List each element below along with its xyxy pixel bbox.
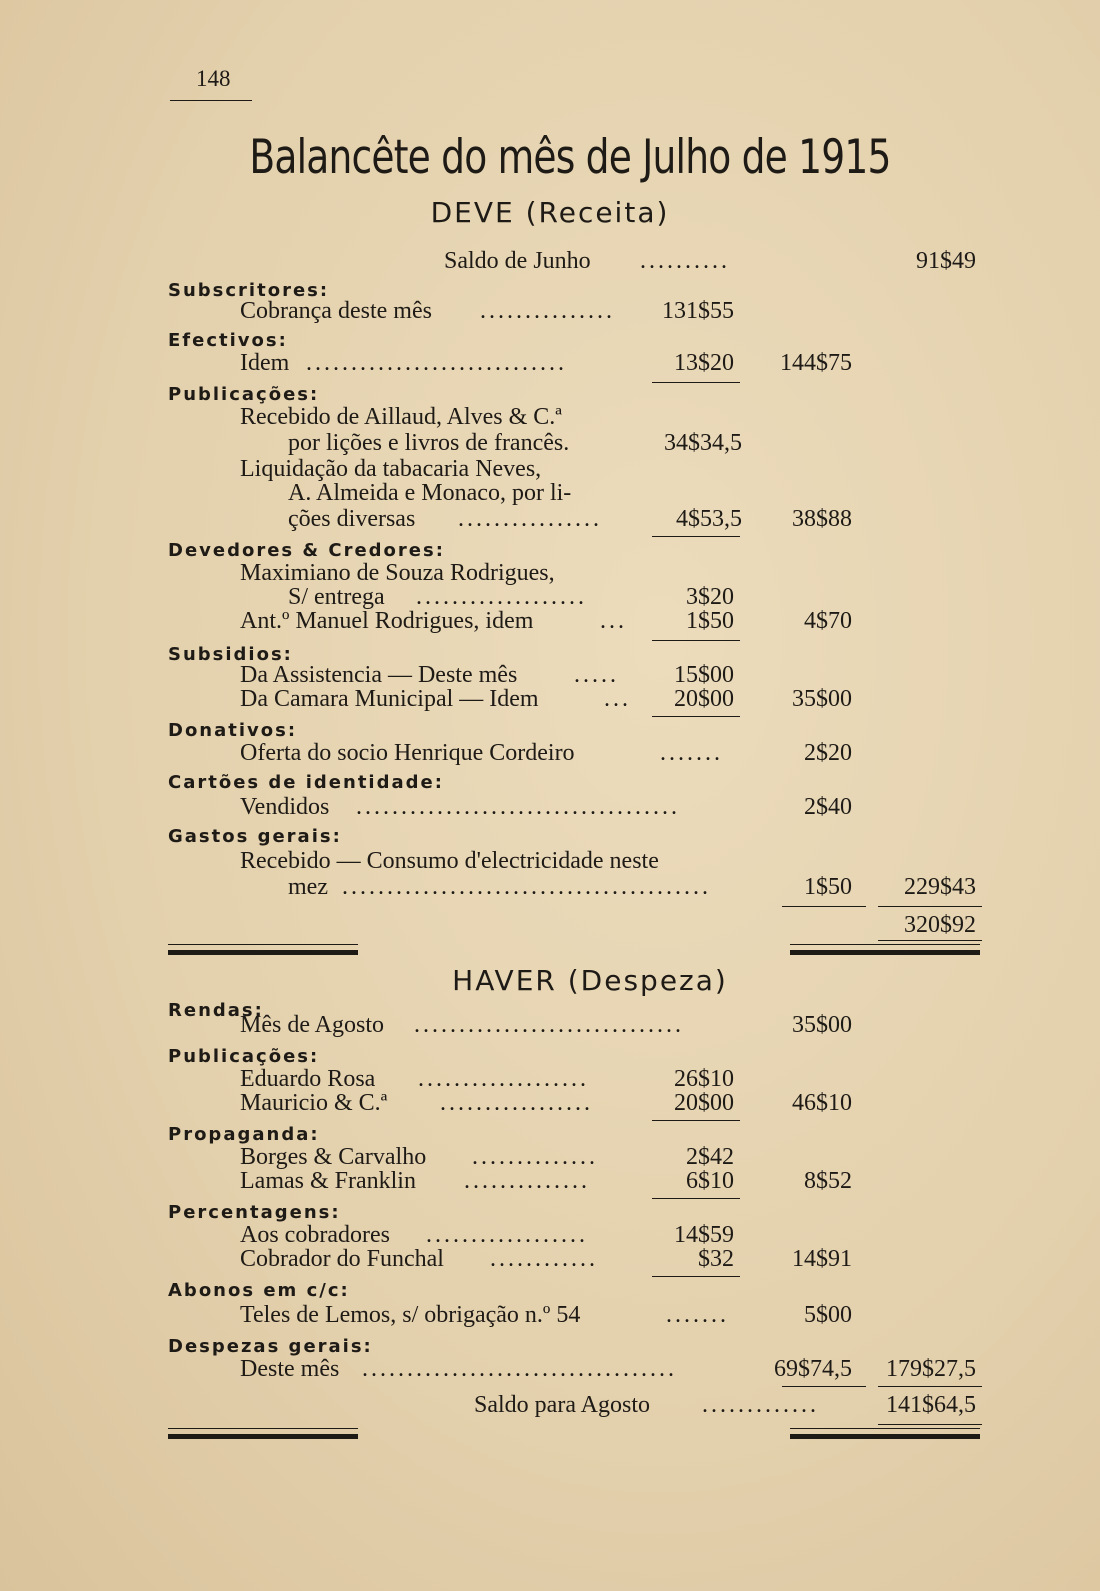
publicacoes-text2: por lições e livros de francês. <box>288 430 570 456</box>
category-publicacoes: Publicações: <box>168 384 320 405</box>
closing-rule-right-thick <box>790 950 980 955</box>
devedores-subtotal: 4$70 <box>804 608 852 634</box>
subtotal-rule <box>782 906 866 907</box>
rendas-subtotal: 35$00 <box>792 1012 852 1038</box>
subtotal-rule <box>652 536 740 537</box>
subsidios-value1: 15$00 <box>674 662 734 688</box>
leader-dots: ................ <box>458 506 602 532</box>
publicacoes-text3: Liquidação da tabacaria Neves, <box>240 456 542 482</box>
efectivos-item: Idem <box>240 350 290 376</box>
subscritores-row <box>0 298 1100 328</box>
category-publicacoes-haver: Publicações: <box>168 1046 320 1067</box>
deve-total: 320$92 <box>904 912 976 938</box>
leader-dots: ......................................... <box>342 874 711 900</box>
leader-dots: .......... <box>640 248 730 274</box>
closing-rule-left-thick <box>168 950 358 955</box>
devedores-text3: Ant.º Manuel Rodrigues, idem <box>240 608 534 634</box>
subscritores-value: 131$55 <box>662 298 734 324</box>
category-subsidios: Subsidios: <box>168 644 293 665</box>
haver-publicacoes-value1: 26$10 <box>674 1066 734 1092</box>
percentagens-value1: 14$59 <box>674 1222 734 1248</box>
leader-dots: .............. <box>472 1144 598 1170</box>
devedores-value1: 3$20 <box>686 584 734 610</box>
cartoes-subtotal: 2$40 <box>804 794 852 820</box>
leader-dots: ................... <box>418 1066 589 1092</box>
abonos-text1: Teles de Lemos, s/ obrigação n.º 54 <box>240 1302 581 1328</box>
despezas-subtotal: 69$74,5 <box>774 1356 852 1382</box>
category-percentagens: Percentagens: <box>168 1202 341 1223</box>
subtotal-rule <box>652 716 740 717</box>
leader-dots: .................................... <box>356 794 680 820</box>
subtotal-rule <box>782 1386 866 1387</box>
subsidios-text1: Da Assistencia — Deste mês <box>240 662 518 688</box>
subscritores-item: Cobrança deste mês <box>240 298 432 324</box>
category-rendas: Rendas: <box>168 1000 264 1021</box>
donativos-subtotal: 2$20 <box>804 740 852 766</box>
gastos-line2 <box>0 874 1100 904</box>
propaganda-subtotal: 8$52 <box>804 1168 852 1194</box>
sum-rule <box>878 906 982 907</box>
despezas-text1: Deste mês <box>240 1356 340 1382</box>
publicacoes-text1: Recebido de Aillaud, Alves & C.ª <box>240 404 562 430</box>
subsidios-subtotal: 35$00 <box>792 686 852 712</box>
devedores-text2: S/ entrega <box>288 584 385 610</box>
category-efectivos: Efectivos: <box>168 330 288 351</box>
propaganda-line2 <box>0 1168 1100 1198</box>
leader-dots: ................... <box>416 584 587 610</box>
subsidios-text2: Da Camara Municipal — Idem <box>240 686 539 712</box>
saldo-junho-value: 91$49 <box>916 248 976 274</box>
leader-dots: ... <box>604 686 631 712</box>
deve-total-row <box>0 912 1100 942</box>
rendas-line1 <box>0 1012 1100 1042</box>
haver-heading: HAVER (Despeza) <box>452 964 728 997</box>
leader-dots: ..... <box>574 662 619 688</box>
devedores-text1: Maximiano de Souza Rodrigues, <box>240 560 555 586</box>
efectivos-value: 13$20 <box>674 350 734 376</box>
percentagens-subtotal: 14$91 <box>792 1246 852 1272</box>
subsidios-line2 <box>0 686 1100 716</box>
publicacoes-value1: 34$34,5 <box>664 430 742 456</box>
closing-rule-right <box>878 940 982 941</box>
percentagens-text2: Cobrador do Funchal <box>240 1246 444 1272</box>
haver-publicacoes-text2: Mauricio & C.ª <box>240 1090 388 1116</box>
leader-dots: ....... <box>660 740 723 766</box>
haver-publicacoes-subtotal: 46$10 <box>792 1090 852 1116</box>
donativos-text1: Oferta do socio Henrique Cordeiro <box>240 740 575 766</box>
category-gastos: Gastos gerais: <box>168 826 342 847</box>
closing-rule-left <box>168 1428 358 1429</box>
category-propaganda: Propaganda: <box>168 1124 320 1145</box>
abonos-subtotal: 5$00 <box>804 1302 852 1328</box>
efectivos-subtotal: 144$75 <box>780 350 852 376</box>
deve-heading: DEVE (Receita) <box>430 196 670 229</box>
saldo-agosto-row <box>0 1392 1100 1422</box>
subtotal-rule <box>652 1198 740 1199</box>
closing-rule-left <box>168 944 358 945</box>
leader-dots: .................. <box>426 1222 588 1248</box>
publicacoes-text4: A. Almeida e Monaco, por li- <box>288 480 572 506</box>
subsidios-value2: 20$00 <box>674 686 734 712</box>
propaganda-text1: Borges & Carvalho <box>240 1144 427 1170</box>
page-title: Balancête do mês de Julho de 1915 <box>249 130 891 185</box>
propaganda-value2: 6$10 <box>686 1168 734 1194</box>
leader-dots: ................................... <box>362 1356 677 1382</box>
percentagens-text1: Aos cobradores <box>240 1222 390 1248</box>
devedores-line3 <box>0 608 1100 638</box>
despezas-line1 <box>0 1356 1100 1386</box>
subtotal-rule <box>652 382 740 383</box>
devedores-value2: 1$50 <box>686 608 734 634</box>
haver-publicacoes-line2 <box>0 1090 1100 1120</box>
category-donativos: Donativos: <box>168 720 298 741</box>
propaganda-value1: 2$42 <box>686 1144 734 1170</box>
gastos-text1: Recebido — Consumo d'electricidade neste <box>240 848 659 874</box>
haver-publicacoes-text1: Eduardo Rosa <box>240 1066 376 1092</box>
donativos-line1 <box>0 740 1100 770</box>
propaganda-text2: Lamas & Franklin <box>240 1168 416 1194</box>
sum-rule <box>878 1386 982 1387</box>
closing-rule-right <box>878 1424 982 1425</box>
leader-dots: ............ <box>490 1246 598 1272</box>
publicacoes-text5: ções diversas <box>288 506 416 532</box>
page-number-rule <box>170 100 252 101</box>
efectivos-row <box>0 350 1100 380</box>
haver-publicacoes-value2: 20$00 <box>674 1090 734 1116</box>
saldo-junho-label: Saldo de Junho <box>444 248 591 274</box>
category-subscritores: Subscritores: <box>168 280 330 301</box>
category-despezas: Despezas gerais: <box>168 1336 373 1357</box>
leader-dots: ....... <box>666 1302 729 1328</box>
publicacoes-line5 <box>0 506 1100 536</box>
percentagens-value2: $32 <box>698 1246 734 1272</box>
publicacoes-value2: 4$53,5 <box>676 506 742 532</box>
gastos-subtotal: 1$50 <box>804 874 852 900</box>
closing-rule-right-thick <box>790 1434 980 1439</box>
rendas-text1: Mês de Agosto <box>240 1012 384 1038</box>
publicacoes-subtotal: 38$88 <box>792 506 852 532</box>
leader-dots: ... <box>600 608 627 634</box>
saldo-agosto-label: Saldo para Agosto <box>474 1392 650 1418</box>
closing-rule-right2 <box>790 1428 980 1429</box>
category-devedores: Devedores & Credores: <box>168 540 445 561</box>
leader-dots: ............. <box>702 1392 819 1418</box>
leader-dots: .............................. <box>414 1012 684 1038</box>
saldo-agosto-value: 141$64,5 <box>886 1392 976 1418</box>
cartoes-line1 <box>0 794 1100 824</box>
cartoes-text1: Vendidos <box>240 794 330 820</box>
leader-dots: ............................. <box>306 350 567 376</box>
subtotal-rule <box>652 1120 740 1121</box>
despezas-sum: 179$27,5 <box>886 1356 976 1382</box>
gastos-sum: 229$43 <box>904 874 976 900</box>
closing-rule-right2 <box>790 944 980 945</box>
saldo-junho-row <box>0 248 1100 278</box>
category-abonos: Abonos em c/c: <box>168 1280 350 1301</box>
subtotal-rule <box>652 640 740 641</box>
gastos-text2: mez <box>288 874 328 900</box>
leader-dots: ................. <box>440 1090 593 1116</box>
percentagens-line2 <box>0 1246 1100 1276</box>
leader-dots: ............... <box>480 298 615 324</box>
closing-rule-left-thick <box>168 1434 358 1439</box>
subtotal-rule <box>652 1276 740 1277</box>
leader-dots: .............. <box>464 1168 590 1194</box>
page-number: 148 <box>196 66 231 91</box>
abonos-line1 <box>0 1302 1100 1332</box>
category-cartoes: Cartões de identidade: <box>168 772 444 793</box>
